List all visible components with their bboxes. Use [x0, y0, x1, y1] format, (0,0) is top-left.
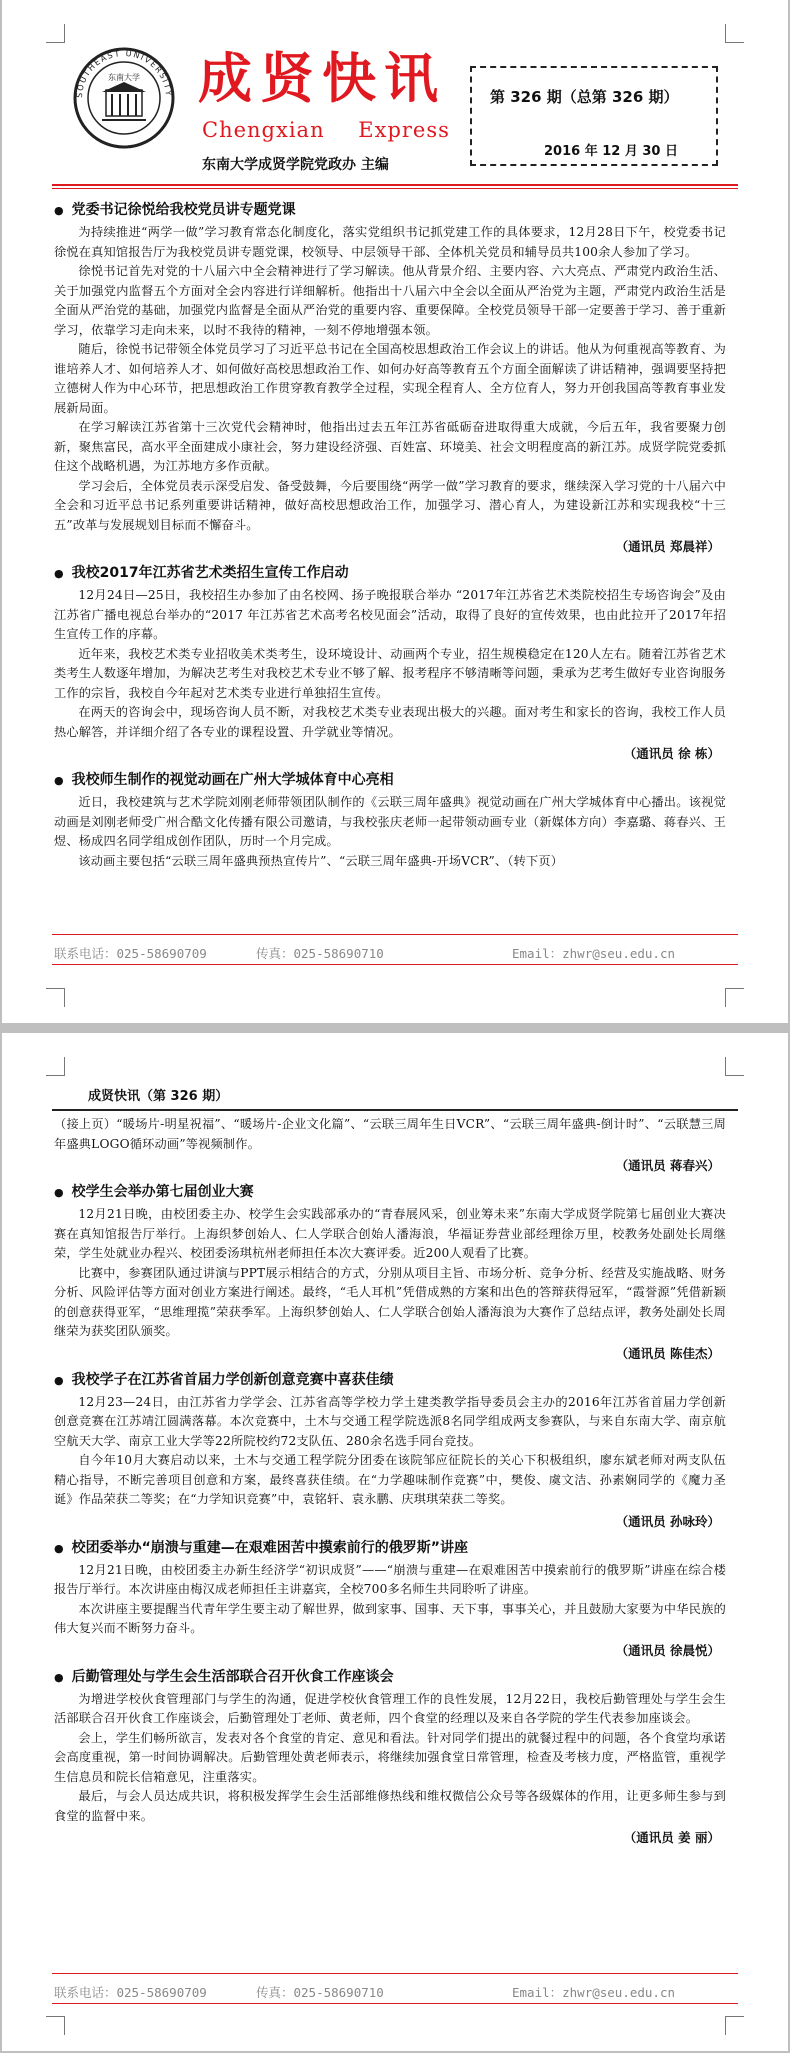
masthead-divider [52, 188, 738, 189]
crop-mark [725, 1057, 744, 1076]
article-paragraph: 比赛中，参赛团队通过讲演与PPT展示相结合的方式，分别从项目主旨、市场分析、竞争分析、经营及实施战略、财务分析、风险评估等方面对创业方案进行阐述。最终，“毛人耳机”凭借成熟的方案和出色的答辩获得冠军，“霞誉源”凭借新颖的创意获得亚军，“思维理揽”荣获季军。上海织梦创始人、仁人学联合创始人潘海浪为大赛作了总结点评，教务处副处长周继荣为获奖团队颁奖。 [54, 1265, 726, 1338]
footer-divider [52, 934, 738, 935]
crop-mark [725, 24, 744, 43]
bullet-icon: ● [54, 204, 64, 217]
article-paragraph: 该动画主要包括“云联三周年盛典预热宣传片”、“云联三周年盛典-开场VCR”、（转下页） [78, 853, 564, 868]
article-paragraph: 随后，徐悦书记带领全体党员学习了习近平总书记在全国高校思想政治工作会议上的讲话。他从为何重视高等教育、为谁培养人才、如何培养人才、如何做好高校思想政治工作、如何办好高等教育五个方面全面解读了讲话精神，强调要坚持把立德树人作为中心环节，把思想政治工作贯穿教育教学全过程，实现全程育人、全方位育人，努力开创我国高等教育事业发展新局面。 [54, 342, 726, 415]
bullet-icon: ● [54, 1670, 64, 1684]
svg-text:SOUTHEAST UNIVERSITY: SOUTHEAST UNIVERSITY [74, 48, 174, 99]
bullet-icon: ● [54, 567, 64, 580]
university-seal-icon [72, 46, 176, 150]
masthead [62, 42, 742, 182]
article-paragraph: 自今年10月大赛启动以来，土木与交通工程学院分团委在该院邹应征院长的关心下积极组织，廖东斌老师对两支队伍精心指导，不断完善项目创意和方案，最终喜获佳绩。在“力学趣味制作竞赛”中，樊俊、虞文洁、孙素娴同学的《魔力圣诞》作品荣获二等奖；在“力学知识竞赛”中，袁铭轩、袁永鹏、庆琪琪荣获二等奖。 [54, 1453, 726, 1506]
svg-text:东南大学: 东南大学 [108, 73, 140, 82]
article-byline: （通讯员 徐 栋） [623, 746, 720, 761]
article-paragraph: 12月21日晚，由校团委主办新生经济学“初识成贤”——“崩溃与重建—在艰难困苦中摸索前行的俄罗斯”讲座在综合楼报告厅举行。本次讲座由梅汉成老师担任主讲嘉宾，全校700多名师生共同聆听了讲座。 [54, 1562, 726, 1596]
footer-divider [52, 2003, 738, 2004]
article-heading: ● 我校2017年江苏省艺术类招生宣传工作启动 [54, 565, 349, 581]
article-paragraph: 近日，我校建筑与艺术学院刘刚老师带领团队制作的《云联三周年盛典》视觉动画在广州大学城体育中心播出。该视觉动画是刘刚老师受广州合酷文化传播有限公司邀请，与我校张庆老师一起带领动画专业（新媒体方向）李嘉璐、蒋春兴、王煜、杨成四名同学组成创作团队，历时一个月完成。 [54, 795, 726, 848]
footer-email: Email：zhwr@seu.edu.cn [512, 1985, 676, 2000]
bullet-icon: ● [54, 1541, 64, 1555]
article-byline: （通讯员 郑晨祥） [615, 539, 720, 554]
article-paragraph: 学习会后，全体党员表示深受启发、备受鼓舞，今后要围绕“两学一做”学习教育的要求，继续深入学习党的十八届六中全会和习近平总书记系列重要讲话精神，做好高校思想政治工作，加强学习、潜心育人，为建设新江苏和实现我校“十三五”改革与发展规划目标而不懈奋斗。 [54, 478, 726, 532]
article-paragraph: 为增进学校伙食管理部门与学生的沟通，促进学校伙食管理工作的良性发展，12月22日，我校后勤管理处与学生会生活部联合召开伙食工作座谈会，后勤管理处丁老师、黄老师，四个食堂的经理以及来自各学院的学生代表参加座谈会。 [54, 1691, 726, 1725]
article-byline: （通讯员 孙咏玲） [615, 1513, 720, 1529]
article-heading: ● 校团委举办“崩溃与重建—在艰难困苦中摸索前行的俄罗斯”讲座 [54, 1539, 469, 1556]
issue-date: 2016 年 12 月 30 日 [544, 144, 678, 159]
article-paragraph: 最后，与会人员达成共识，将积极发挥学生会生活部维修热线和维权微信公众号等各级媒体的作用，让更多师生参与到食堂的监督中来。 [54, 1789, 726, 1823]
footer-fax: 传真：025-58690710 [256, 1985, 384, 2000]
newsletter-page-2 [2, 1033, 788, 2051]
crop-mark [46, 2016, 65, 2035]
article-paragraph: 12月21日晚，由校团委主办、校学生会实践部承办的“青春展风采，创业筹未来”东南大学成贤学院第七届创业大赛决赛在真知馆报告厅举行。上海织梦创始人、仁人学联合创始人潘海浪，华福证券营业部经理徐万里，校教务处副处长周继荣，学生处就业办程兴、校团委汤琪杭州老师担任本次大赛评委。近200人观看了比赛。 [54, 1207, 726, 1260]
page-2-content [54, 1115, 726, 1854]
article-heading: ● 我校学子在江苏省首届力学创新创意竞赛中喜获佳绩 [54, 1371, 394, 1388]
issue-number: 第 326 期（总第 326 期） [490, 88, 679, 106]
bullet-icon: ● [54, 774, 64, 787]
crop-mark [46, 988, 65, 1007]
footer-phone: 联系电话：025-58690709 [54, 1985, 207, 2000]
article-paragraph: 12月24日—25日，我校招生办参加了由名校网、扬子晚报联合举办 “2017年江苏省艺术类院校招生专场咨询会”及由江苏省广播电视总台举办的“2017 年江苏省艺术高考名校见面会”活动，取得了良好的宣传效果，也由此拉开了2017年招生宣传工作的序幕。 [54, 588, 726, 641]
footer-email: Email：zhwr@seu.edu.cn [512, 946, 676, 961]
newsletter-page-1 [2, 0, 788, 1023]
article-continuation: （接上页）“暖场片-明星祝福”、“暖场片-企业文化篇”、“云联三周年生日VCR”、“云联三周年盛典-倒计时”、“云联慧三周年盛典LOGO循环动画”等视频制作。 [54, 1117, 726, 1151]
footer-divider [52, 1973, 738, 1974]
footer-fax: 传真：025-58690710 [256, 946, 384, 961]
editor-line: 东南大学成贤学院党政办 主编 [202, 157, 389, 173]
issue-box [470, 66, 718, 166]
header-divider [52, 1109, 738, 1111]
article-paragraph: 在两天的咨询会中，现场咨询人员不断，对我校艺术类专业表现出极大的兴趣。面对考生和家长的咨询，我校工作人员热心解答，并详细介绍了各专业的课程设置、升学就业等情况。 [54, 705, 726, 739]
article-heading: ● 后勤管理处与学生会生活部联合召开伙食工作座谈会 [54, 1668, 394, 1685]
article-paragraph: 在学习解读江苏省第十三次党代会精神时，他指出过去五年江苏省砥砺奋进取得重大成就，今后五年，我省要聚力创新，聚焦富民，高水平全面建成小康社会，努力建设经济强、百姓富、环境美、社会文明程度高的新江苏。成贤学院党委抓住这个战略机遇，为江苏地方多作贡献。 [54, 420, 726, 473]
crop-mark [725, 988, 744, 1007]
running-header: 成贤快讯（第 326 期） [88, 1089, 229, 1104]
masthead-divider [52, 184, 738, 186]
article-paragraph: 本次讲座主要提醒当代青年学生要主动了解世界，做到家事、国事、天下事，事事关心，并且鼓励大家要为中华民族的伟大复兴而不断努力奋斗。 [54, 1601, 726, 1635]
article-heading: ● 党委书记徐悦给我校党员讲专题党课 [54, 202, 296, 218]
footer-divider [52, 964, 738, 965]
footer-phone: 联系电话：025-58690709 [54, 946, 207, 961]
article-byline: （通讯员 徐晨悦） [615, 1642, 720, 1658]
crop-mark [46, 1057, 65, 1076]
article-heading: ● 我校师生制作的视觉动画在广州大学城体育中心亮相 [54, 772, 394, 788]
article-paragraph: 12月23—24日，由江苏省力学学会、江苏省高等学校力学土建类教学指导委员会主办的2016年江苏省首届力学创新创意竞赛在江苏靖江圆满落幕。本次竞赛中，土木与交通工程学院选派8名同学组成两支参赛队，与来自东南大学、南京航空航天大学、南京工业大学等22所院校约72支队伍、280余名选手同台竞技。 [54, 1394, 726, 1448]
newsletter-title: 成贤快讯 [198, 46, 446, 110]
article-paragraph: 徐悦书记首先对党的十八届六中全会精神进行了学习解读。他从背景介绍、主要内容、六大亮点、严肃党内政治生活、关于加强党内监督五个方面对全会内容进行详细解析。他指出十八届六中全会以全面从严治党为主题，严肃党内政治生活是全面从严治党的基础，加强党内监督是全面从严治党的重要内容、重要保障。全校党员领导干部一定要善于学习、善于重新学习，依靠学习走向未来，以时不我待的精神，一刻不停地增强本领。 [54, 264, 726, 337]
article-paragraph: 会上，学生们畅所欲言，发表对各个食堂的肯定、意见和看法。针对同学们提出的就餐过程中的问题，各个食堂均承诺会高度重视，第一时间协调解决。后勤管理处黄老师表示，将继续加强食堂日常管理，检查及考核力度，严格监管，重视学生信息员和院长信箱意见，注重落实。 [54, 1730, 726, 1784]
article-byline: （通讯员 蒋春兴） [615, 1158, 720, 1173]
page-1-content [54, 196, 726, 871]
article-heading: ● 校学生会举办第七届创业大赛 [54, 1184, 254, 1200]
article-paragraph: 为持续推进“两学一做”学习教育常态化制度化，落实党组织书记抓党建工作的具体要求，12月28日下午，校党委书记徐悦在真知馆报告厅为我校党员讲专题党课，校领导、中层领导干部、全体机关党员和辅导员共100余人参加了学习。 [54, 225, 726, 259]
article-byline: （通讯员 姜 丽） [623, 1830, 720, 1845]
article-paragraph: 近年来，我校艺术类专业招收美术类考生，设环境设计、动画两个专业，招生规模稳定在120人左右。随着江苏省艺术类考生人数逐年增加，为解决艺考生对我校艺术专业不够了解、报考程序不够清晰等问题，秉承为艺考生做好专业咨询服务工作的宗旨，我校自今年起对艺术类专业进行单独招生宣传。 [54, 646, 726, 700]
crop-mark [46, 24, 65, 43]
crop-mark [725, 2016, 744, 2035]
bullet-icon: ● [54, 1373, 64, 1387]
article-byline: （通讯员 陈佳杰） [615, 1345, 720, 1361]
newsletter-title-english: Chengxian Express [202, 118, 450, 142]
bullet-icon: ● [54, 1186, 64, 1199]
